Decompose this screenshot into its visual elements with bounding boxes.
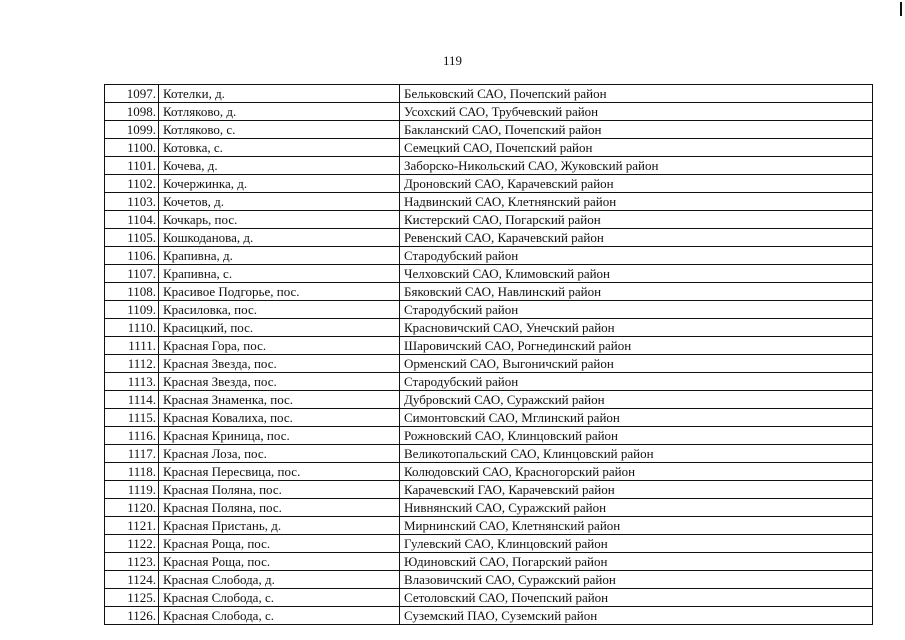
administrative-area-cell: Симонтовский САО, Мглинский район	[400, 409, 873, 427]
settlement-name-cell: Кошкоданова, д.	[159, 229, 400, 247]
table-row	[105, 247, 873, 265]
table-row	[105, 139, 873, 157]
table-row	[105, 607, 873, 625]
administrative-area-cell: Заборско-Никольский САО, Жуковский район	[400, 157, 873, 175]
row-number-cell: 1099.	[105, 121, 159, 139]
table-row	[105, 589, 873, 607]
row-number-cell: 1124.	[105, 571, 159, 589]
row-number-cell: 1106.	[105, 247, 159, 265]
row-number-cell: 1112.	[105, 355, 159, 373]
administrative-area-cell: Стародубский район	[400, 247, 873, 265]
page-number: 119	[442, 53, 463, 68]
row-number-cell: 1122.	[105, 535, 159, 553]
table-row	[105, 355, 873, 373]
settlement-name-cell: Кочкарь, пос.	[159, 211, 400, 229]
table-row	[105, 157, 873, 175]
row-number-cell: 1121.	[105, 517, 159, 535]
settlement-name-cell: Красная Поляна, пос.	[159, 481, 400, 499]
administrative-area-cell: Юдиновский САО, Погарский район	[400, 553, 873, 571]
administrative-area-cell: Рожновский САО, Клинцовский район	[400, 427, 873, 445]
administrative-area-cell: Стародубский район	[400, 301, 873, 319]
table-row	[105, 499, 873, 517]
table-row	[105, 571, 873, 589]
row-number-cell: 1107.	[105, 265, 159, 283]
row-number-cell: 1102.	[105, 175, 159, 193]
table-row	[105, 517, 873, 535]
administrative-area-cell: Сетоловский САО, Почепский район	[400, 589, 873, 607]
table-row	[105, 463, 873, 481]
row-number-cell: 1110.	[105, 319, 159, 337]
settlement-name-cell: Красиловка, пос.	[159, 301, 400, 319]
table-row	[105, 409, 873, 427]
administrative-area-cell: Бельковский САО, Почепский район	[400, 85, 873, 103]
table-row	[105, 553, 873, 571]
settlement-name-cell: Крапивна, с.	[159, 265, 400, 283]
row-number-cell: 1117.	[105, 445, 159, 463]
scan-edge-mark	[900, 2, 902, 16]
table-row	[105, 535, 873, 553]
table-row	[105, 211, 873, 229]
row-number-cell: 1111.	[105, 337, 159, 355]
table-row	[105, 301, 873, 319]
administrative-area-cell: Карачевский ГАО, Карачевский район	[400, 481, 873, 499]
settlement-name-cell: Красная Слобода, с.	[159, 607, 400, 625]
settlement-name-cell: Крапивна, д.	[159, 247, 400, 265]
table-row	[105, 373, 873, 391]
table-row	[105, 85, 873, 103]
settlement-name-cell: Котовка, с.	[159, 139, 400, 157]
table-row	[105, 283, 873, 301]
row-number-cell: 1097.	[105, 85, 159, 103]
administrative-area-cell: Ревенский САО, Карачевский район	[400, 229, 873, 247]
row-number-cell: 1116.	[105, 427, 159, 445]
administrative-area-cell: Дубровский САО, Суражский район	[400, 391, 873, 409]
row-number-cell: 1105.	[105, 229, 159, 247]
table-row	[105, 391, 873, 409]
settlement-name-cell: Красная Звезда, пос.	[159, 373, 400, 391]
settlement-name-cell: Красная Криница, пос.	[159, 427, 400, 445]
table-row	[105, 481, 873, 499]
administrative-area-cell: Усохский САО, Трубчевский район	[400, 103, 873, 121]
administrative-area-cell: Колюдовский САО, Красногорский район	[400, 463, 873, 481]
settlement-name-cell: Красная Гора, пос.	[159, 337, 400, 355]
administrative-area-cell: Семецкий САО, Почепский район	[400, 139, 873, 157]
administrative-area-cell: Великотопальский САО, Клинцовский район	[400, 445, 873, 463]
administrative-area-cell: Челховский САО, Климовский район	[400, 265, 873, 283]
table-row	[105, 121, 873, 139]
administrative-area-cell: Нивнянский САО, Суражский район	[400, 499, 873, 517]
administrative-area-cell: Влазовичский САО, Суражский район	[400, 571, 873, 589]
settlement-name-cell: Красная Поляна, пос.	[159, 499, 400, 517]
settlements-table-body	[105, 85, 873, 625]
table-row	[105, 103, 873, 121]
settlement-name-cell: Кочева, д.	[159, 157, 400, 175]
row-number-cell: 1100.	[105, 139, 159, 157]
administrative-area-cell: Бяковский САО, Навлинский район	[400, 283, 873, 301]
settlement-name-cell: Красная Лоза, пос.	[159, 445, 400, 463]
row-number-cell: 1103.	[105, 193, 159, 211]
row-number-cell: 1118.	[105, 463, 159, 481]
settlement-name-cell: Кочетов, д.	[159, 193, 400, 211]
administrative-area-cell: Красновичский САО, Унечский район	[400, 319, 873, 337]
settlement-name-cell: Красная Звезда, пос.	[159, 355, 400, 373]
settlement-name-cell: Красная Слобода, с.	[159, 589, 400, 607]
settlement-name-cell: Котляково, д.	[159, 103, 400, 121]
administrative-area-cell: Бакланский САО, Почепский район	[400, 121, 873, 139]
settlement-name-cell: Красная Слобода, д.	[159, 571, 400, 589]
table-row	[105, 193, 873, 211]
settlement-name-cell: Красивое Подгорье, пос.	[159, 283, 400, 301]
administrative-area-cell: Гулевский САО, Клинцовский район	[400, 535, 873, 553]
administrative-area-cell: Мирнинский САО, Клетнянский район	[400, 517, 873, 535]
row-number-cell: 1123.	[105, 553, 159, 571]
settlement-name-cell: Красная Пристань, д.	[159, 517, 400, 535]
administrative-area-cell: Кистерский САО, Погарский район	[400, 211, 873, 229]
administrative-area-cell: Надвинский САО, Клетнянский район	[400, 193, 873, 211]
row-number-cell: 1101.	[105, 157, 159, 175]
row-number-cell: 1109.	[105, 301, 159, 319]
settlement-name-cell: Котляково, с.	[159, 121, 400, 139]
table-row	[105, 265, 873, 283]
administrative-area-cell: Орменский САО, Выгоничский район	[400, 355, 873, 373]
settlement-name-cell: Красицкий, пос.	[159, 319, 400, 337]
settlement-name-cell: Красная Роща, пос.	[159, 535, 400, 553]
table-row	[105, 427, 873, 445]
settlements-table	[104, 84, 873, 625]
row-number-cell: 1098.	[105, 103, 159, 121]
table-row	[105, 337, 873, 355]
table-row	[105, 319, 873, 337]
administrative-area-cell: Дроновский САО, Карачевский район	[400, 175, 873, 193]
row-number-cell: 1108.	[105, 283, 159, 301]
settlement-name-cell: Красная Роща, пос.	[159, 553, 400, 571]
row-number-cell: 1125.	[105, 589, 159, 607]
settlement-name-cell: Красная Знаменка, пос.	[159, 391, 400, 409]
row-number-cell: 1115.	[105, 409, 159, 427]
row-number-cell: 1114.	[105, 391, 159, 409]
row-number-cell: 1104.	[105, 211, 159, 229]
administrative-area-cell: Суземский ПАО, Суземский район	[400, 607, 873, 625]
row-number-cell: 1126.	[105, 607, 159, 625]
row-number-cell: 1119.	[105, 481, 159, 499]
settlement-name-cell: Красная Пересвица, пос.	[159, 463, 400, 481]
row-number-cell: 1113.	[105, 373, 159, 391]
row-number-cell: 1120.	[105, 499, 159, 517]
table-row	[105, 445, 873, 463]
table-row	[105, 229, 873, 247]
settlement-name-cell: Котелки, д.	[159, 85, 400, 103]
administrative-area-cell: Стародубский район	[400, 373, 873, 391]
settlement-name-cell: Кочержинка, д.	[159, 175, 400, 193]
settlement-name-cell: Красная Ковалиха, пос.	[159, 409, 400, 427]
table-row	[105, 175, 873, 193]
administrative-area-cell: Шаровичский САО, Рогнединский район	[400, 337, 873, 355]
